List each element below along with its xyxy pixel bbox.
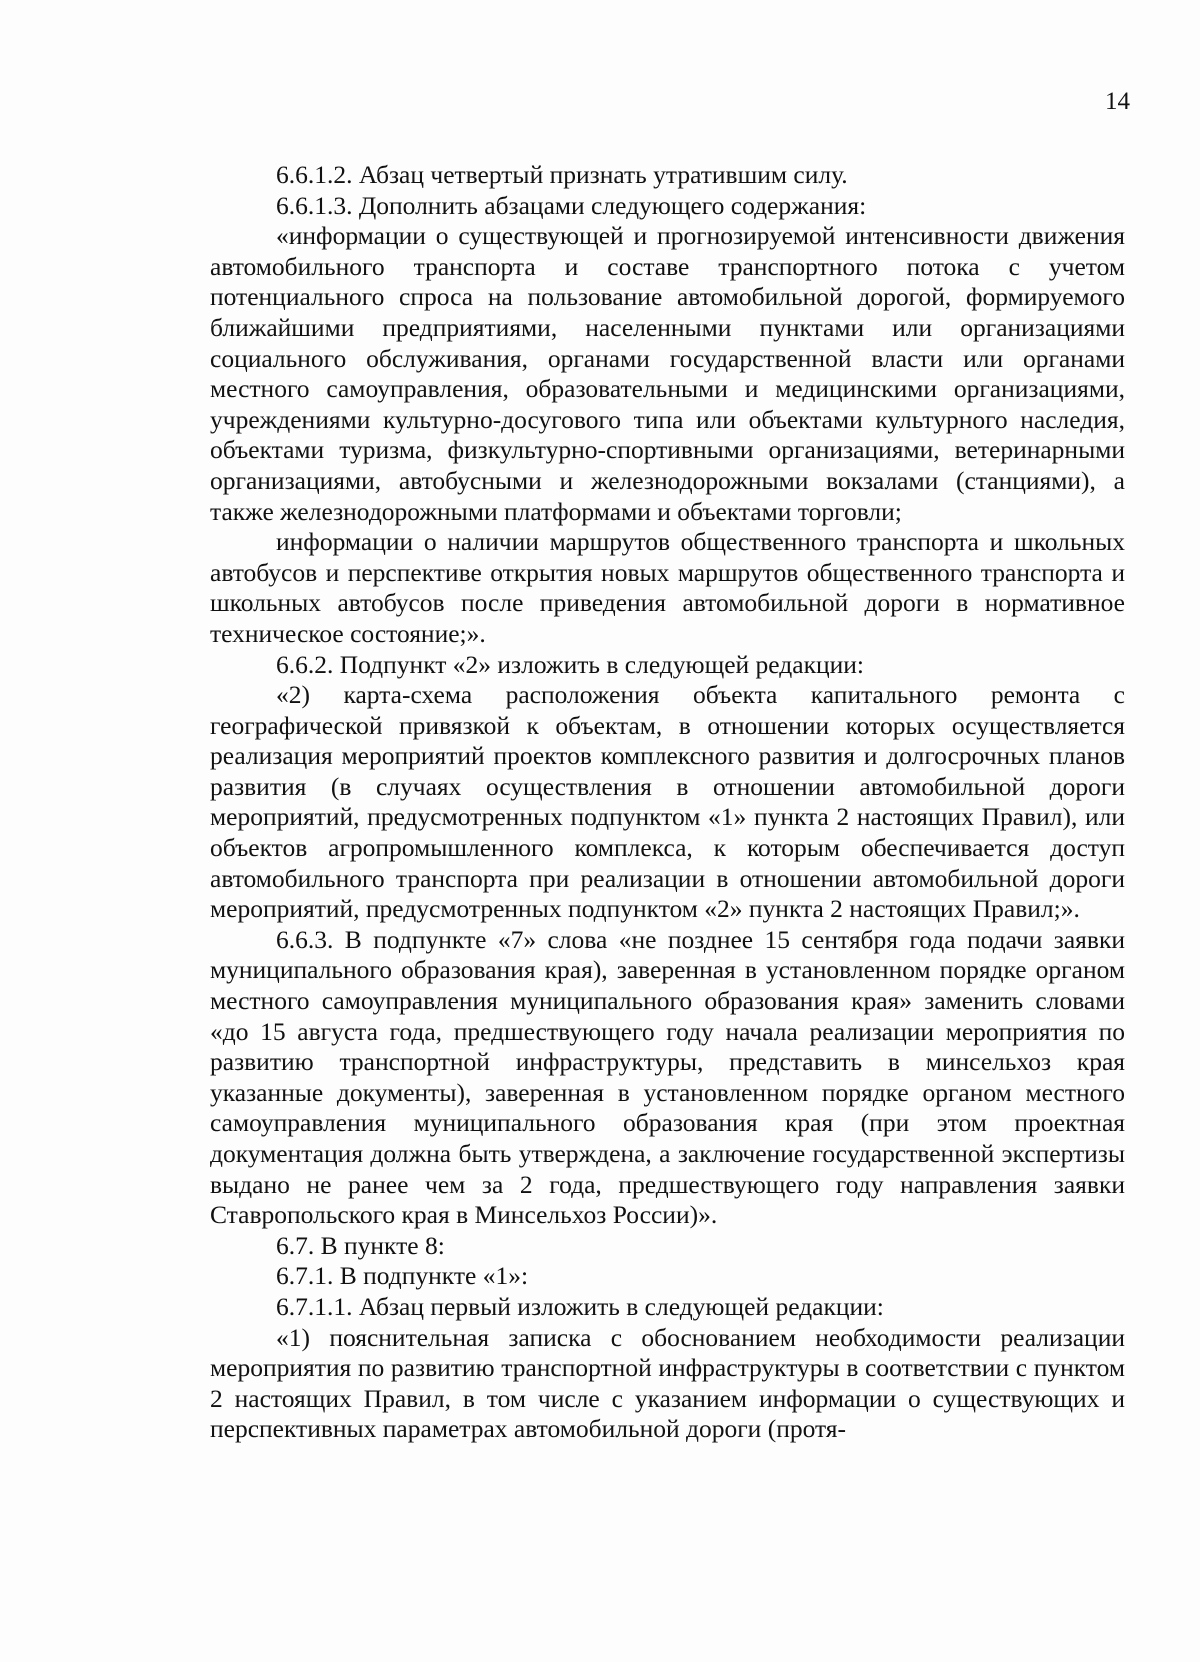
paragraph: 6.6.3. В подпункте «7» слова «не позднее 15 сентября года подачи заявки муниципального образования края), заверенная в установленном порядке органом местного самоуправления муниципального образования края» заменить словами «до 15 августа года, предшествующего году начала реализации мероприятия по развитию транспортной инфраструктуры, представить в минсельхоз края указанные документы), заверенная в установленном порядке органом местного самоуправления муниципального образования края (при этом проектная документация должна быть утверждена, а заключение государственной экспертизы выдано не ранее чем за 2 года, предшествующего году направления заявки Ставропольского края в Минсельхоз России)». — [210, 924, 1125, 1230]
document-body — [210, 160, 1125, 1445]
paragraph: 6.7.1.1. Абзац первый изложить в следующей редакции: — [276, 1291, 884, 1321]
paragraph: 6.7. В пункте 8: — [276, 1230, 445, 1260]
paragraph: «1) пояснительная записка с обоснованием необходимости реализации мероприятия по развитию транспортной инфраструктуры в соответствии с пунктом 2 настоящих Правил, в том числе с указанием информации о существующих и перспективных параметрах автомобильной дороги (протя- — [210, 1322, 1125, 1444]
paragraph: 6.7.1. В подпункте «1»: — [276, 1261, 529, 1291]
paragraph: «2) карта-схема расположения объекта капитального ремонта с географической привязкой к объектам, в отношении которых осуществляется реализация мероприятий проектов комплексного развития и долгосрочных планов развития (в случаях осуществления в отношении автомобильной дороги мероприятий, предусмотренных подпунктом «1» пункта 2 настоящих Правил), или объектов агропромышленного комплекса, к которым обеспечивается доступ автомобильного транспорта при реализации в отношении автомобильной дороги мероприятий, предусмотренных подпунктом «2» пункта 2 настоящих Правил;». — [210, 680, 1125, 924]
paragraph: 6.6.1.2. Абзац четвертый признать утратившим силу. — [276, 160, 848, 189]
page-number: 14 — [1105, 88, 1130, 115]
paragraph: 6.6.2. Подпункт «2» изложить в следующей редакции: — [276, 649, 864, 679]
paragraph: 6.6.1.3. Дополнить абзацами следующего содержания: — [276, 190, 867, 220]
paragraph: информации о наличии маршрутов общественного транспорта и школьных автобусов и перспективе открытия новых маршрутов общественного транспорта и школьных автобусов после приведения автомобильной дороги в нормативное техническое состояние;». — [210, 527, 1125, 648]
paragraph: «информации о существующей и прогнозируемой интенсивности движения автомобильного транспорта и составе транспортного потока с учетом потенциального спроса на пользование автомобильной дорогой, формируемого ближайшими предприятиями, населенными пунктами или организациями социального обслуживания, органами государственной власти или органами местного самоуправления, образовательными и медицинскими организациями, учреждениями культурно-досугового типа или объектами культурного наследия, объектами туризма, физкультурно-спортивными организациями, ветеринарными организациями, автобусными и железнодорожными вокзалами (станциями), а также железнодорожными платформами и объектами торговли; — [210, 221, 1125, 526]
